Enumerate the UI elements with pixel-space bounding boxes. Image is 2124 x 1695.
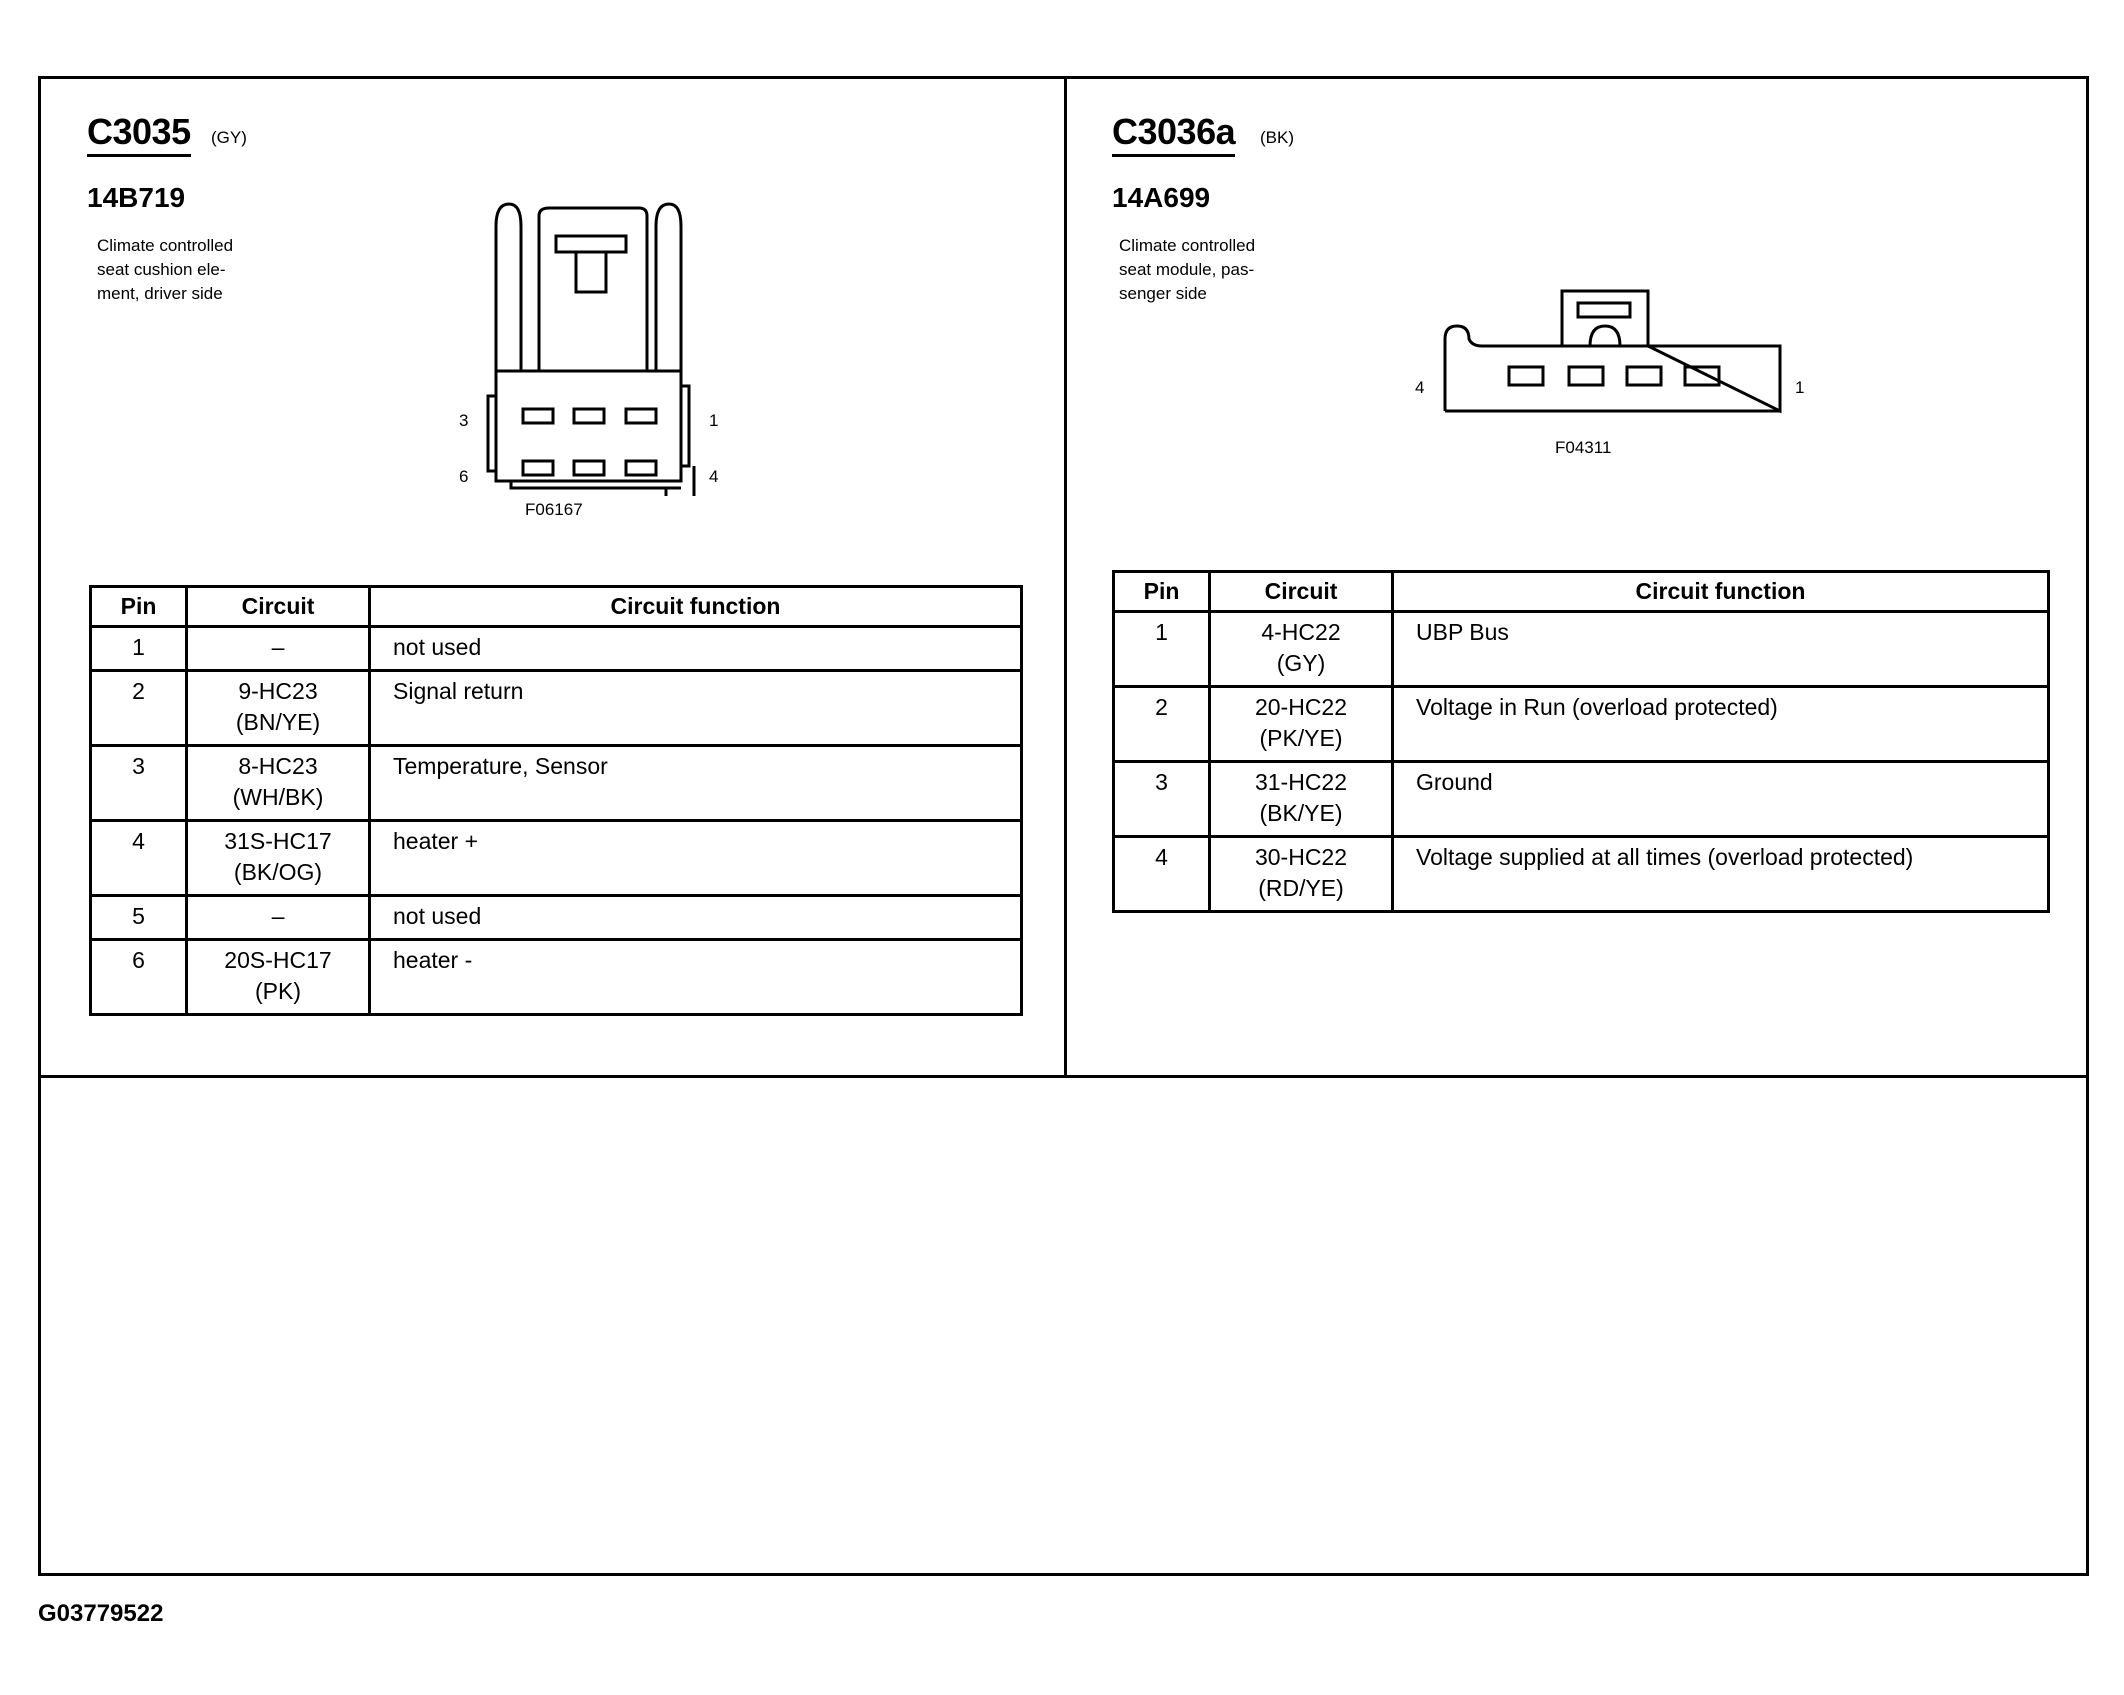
part-number: 14B719 (87, 182, 186, 213)
connector-face-diagram (411, 196, 751, 496)
pin-label: 6 (459, 467, 469, 486)
function-cell: Voltage in Run (overload protected) (1393, 687, 2049, 762)
circuit-number: 8-HC23 (238, 753, 318, 779)
column-header-circuit: Circuit (187, 587, 370, 627)
pin-cell: 2 (91, 671, 187, 746)
function-cell: Ground (1393, 762, 2049, 837)
connector-color: (GY) (211, 128, 247, 147)
function-cell: not used (370, 896, 1022, 940)
table-header-row (91, 587, 1022, 627)
column-header-circuit: Circuit (1210, 572, 1393, 612)
wire-color: (BK/OG) (233, 859, 323, 885)
circuit-number: 4-HC22 (1261, 619, 1341, 645)
table-row (1114, 687, 2049, 762)
wire-color: (BN/YE) (235, 709, 321, 735)
table-row (91, 896, 1022, 940)
description-line: seat cushion ele- (97, 260, 226, 279)
function-cell: heater - (370, 940, 1022, 1015)
description-line: seat module, pas- (1119, 260, 1255, 279)
circuit-cell (1210, 687, 1393, 762)
graphic-id: G03779522 (38, 1600, 164, 1627)
circuit-cell (187, 940, 370, 1015)
pin-cell: 4 (91, 821, 187, 896)
pin-label: 1 (709, 411, 719, 430)
circuit-cell (187, 896, 370, 940)
connector-id: C3035 (87, 112, 191, 157)
pin-label: 3 (459, 411, 469, 430)
pin-cell: 2 (1114, 687, 1210, 762)
circuit-number: 30-HC22 (1254, 844, 1348, 870)
pin-label: 4 (1415, 378, 1425, 397)
function-cell: not used (370, 627, 1022, 671)
pin-cell: 1 (91, 627, 187, 671)
pin-cell: 1 (1114, 612, 1210, 687)
column-header-pin: Pin (91, 587, 187, 627)
description-line: Climate controlled (1119, 236, 1256, 255)
circuit-cell (1210, 762, 1393, 837)
figure-id: F06167 (525, 500, 583, 519)
connector-description (1119, 234, 1319, 306)
pin-cell: 4 (1114, 837, 1210, 912)
column-header-function: Circuit function (370, 587, 1022, 627)
column-header-function: Circuit function (1393, 572, 2049, 612)
circuit-number: – (271, 903, 285, 929)
circuit-number: 9-HC23 (238, 678, 318, 704)
connector-color: (BK) (1260, 128, 1294, 147)
pinout-table (1112, 570, 2050, 913)
circuit-number: 31S-HC17 (224, 828, 332, 854)
wire-color: (GY) (1276, 650, 1326, 676)
function-cell: UBP Bus (1393, 612, 2049, 687)
table-row (1114, 762, 2049, 837)
table-row (91, 821, 1022, 896)
circuit-cell (187, 627, 370, 671)
connector-description (97, 234, 297, 306)
circuit-cell (187, 821, 370, 896)
pin-label: 1 (1795, 378, 1805, 397)
pin-cell: 3 (1114, 762, 1210, 837)
connector-id: C3036a (1112, 112, 1235, 157)
wire-color: (RD/YE) (1258, 875, 1344, 901)
wire-color: (BK/YE) (1259, 800, 1343, 826)
table-row (91, 627, 1022, 671)
circuit-number: 20S-HC17 (224, 947, 332, 973)
table-row (91, 746, 1022, 821)
function-cell: Signal return (370, 671, 1022, 746)
connector-panel-c3035 (41, 76, 1064, 1076)
circuit-cell (187, 746, 370, 821)
table-header-row (1114, 572, 2049, 612)
table-row (1114, 837, 2049, 912)
circuit-number: – (271, 634, 285, 660)
circuit-cell (187, 671, 370, 746)
wire-color: (WH/BK) (232, 784, 324, 810)
function-cell: Temperature, Sensor (370, 746, 1022, 821)
table-row (91, 940, 1022, 1015)
pin-cell: 5 (91, 896, 187, 940)
pin-cell: 3 (91, 746, 187, 821)
pin-label: 4 (709, 467, 719, 486)
figure-id: F04311 (1555, 438, 1612, 457)
circuit-cell (1210, 612, 1393, 687)
function-cell: Voltage supplied at all times (overload protected) (1393, 837, 2049, 912)
pin-cell: 6 (91, 940, 187, 1015)
connector-panel-c3036a (1067, 76, 2087, 1076)
wire-color: (PK/YE) (1259, 725, 1343, 751)
circuit-cell (1210, 837, 1393, 912)
table-row (1114, 612, 2049, 687)
description-line: Climate controlled (97, 236, 234, 255)
circuit-number: 20-HC22 (1254, 694, 1348, 720)
pinout-table (89, 585, 1023, 1016)
part-number: 14A699 (1112, 182, 1211, 213)
table-row (91, 671, 1022, 746)
description-line: senger side (1119, 284, 1207, 303)
connector-face-diagram (1412, 281, 1812, 421)
function-cell: heater + (370, 821, 1022, 896)
wire-color: (PK) (255, 978, 301, 1004)
description-line: ment, driver side (97, 284, 223, 303)
column-header-pin: Pin (1114, 572, 1210, 612)
circuit-number: 31-HC22 (1254, 769, 1348, 795)
